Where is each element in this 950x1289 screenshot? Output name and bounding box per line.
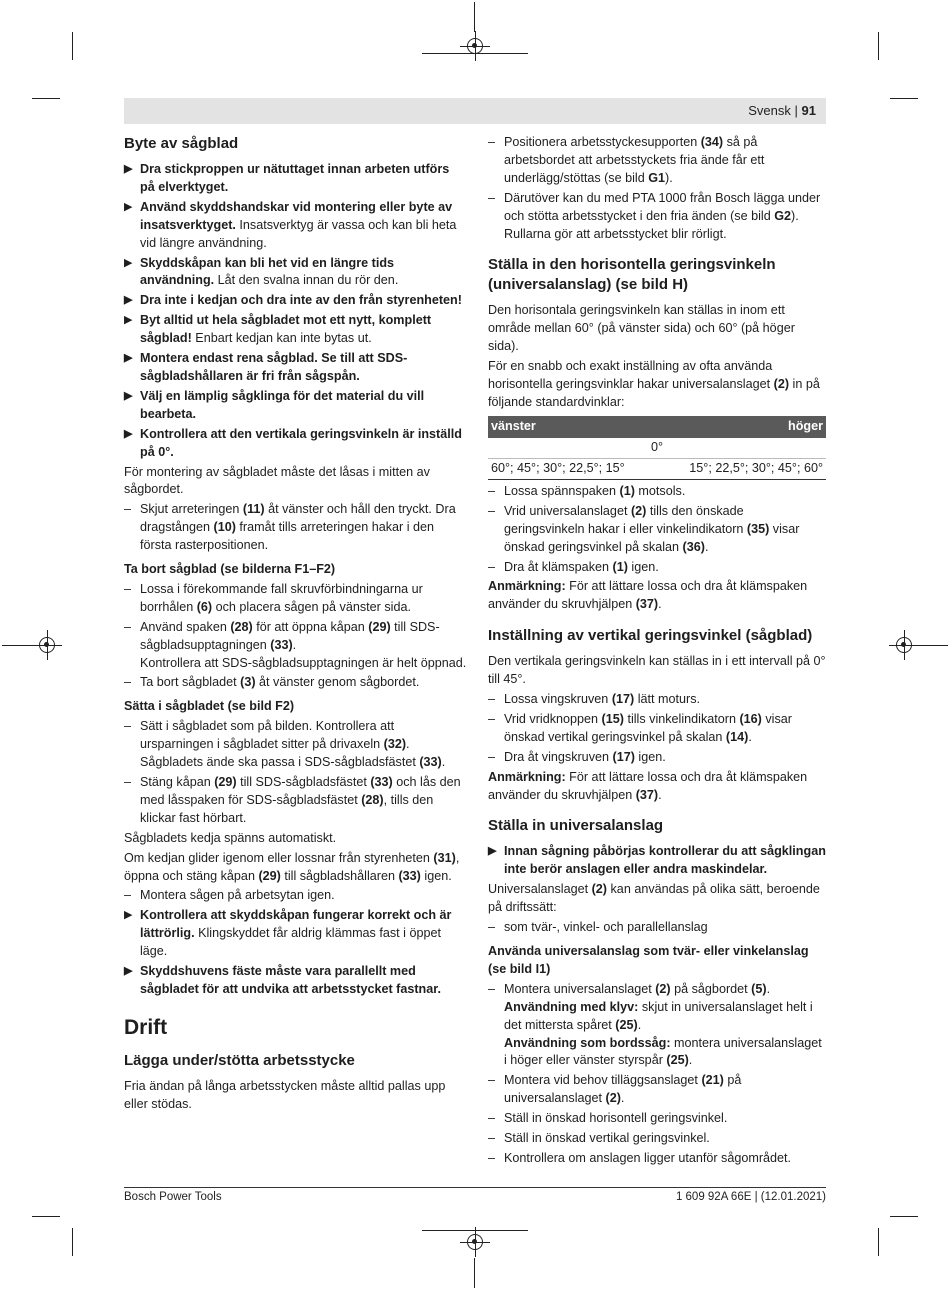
table-left-values: 60°; 45°; 30°; 22,5°; 15°: [488, 458, 657, 479]
step-item: – Lossa vingskruven (17) lätt moturs.: [488, 692, 701, 707]
step-item: – Ta bort sågbladet (3) åt vänster genom sågbordet.: [124, 675, 420, 690]
note: Anmärkning: För att lättare lossa och dra åt klämspaken använder du skruvhjälpen (37).: [488, 579, 808, 612]
paragraph: Sågbladets kedja spänns automatiskt.: [124, 830, 337, 845]
warning-item: ▶ Använd skyddshandskar vid montering eller byte av insatsverktyget. Insatsverktyg är vassa och kan bli heta vid längre användning.: [124, 199, 457, 250]
header-separator: |: [794, 103, 798, 118]
triangle-bullet-icon: ▶: [124, 314, 133, 327]
paragraph: Den horisontala geringsvinkeln kan ställas in inom ett område mellan 60° (på vänster sida) och 60° (på höger sida).: [488, 303, 795, 354]
paragraph: För en snabb och exakt inställning av ofta använda horisontella geringsvinklar hakar universalanslaget (2) in på följande standardvinklar:: [488, 359, 820, 409]
step-item: – Positionera arbetsstyckesupporten (34) så på arbetsbordet att arbetsstyckets fria ände får ett underlägg/stöttas (se bild G1).: [488, 135, 765, 185]
paragraph: Den vertikala geringsvinkeln kan ställas in i ett intervall på 0° till 45°.: [488, 654, 826, 687]
warning-item: ▶ Dra inte i kedjan och dra inte av den från styrenheten!: [124, 292, 467, 310]
warning-item: ▶ Kontrollera att skyddskåpan fungerar korrekt och är lättrörlig. Klingskyddet får aldrig klämmas fast i öppet läge.: [124, 908, 452, 959]
table-center-value: 0°: [488, 438, 826, 459]
warning-item: ▶ Dra stickproppen ur nätuttaget innan arbeten utförs på elverktyget.: [124, 162, 450, 194]
crop-mark: [2, 645, 32, 646]
registration-mark-icon: [896, 637, 912, 653]
right-column: [488, 134, 826, 1170]
note: Anmärkning: För att lättare lossa och dra åt klämspaken använder du skruvhjälpen (37).: [488, 769, 808, 802]
paragraph: Fria ändan på långa arbetsstycken måste alltid pallas upp eller stödas.: [124, 1078, 446, 1111]
triangle-bullet-icon: ▶: [124, 256, 133, 269]
registration-mark-icon: [39, 637, 55, 653]
page-header: [124, 98, 826, 124]
triangle-bullet-icon: ▶: [124, 294, 133, 307]
paragraph: Universalanslaget (2) kan användas på olika sätt, beroende på driftssätt:: [488, 882, 820, 915]
triangle-bullet-icon: ▶: [124, 200, 133, 213]
triangle-bullet-icon: ▶: [124, 163, 133, 175]
warning-item: ▶ Byt alltid ut hela sågbladet mot ett nytt, komplett sågblad! Enbart kedjan kan inte bytas ut.: [124, 313, 432, 346]
step-item: – Lossa spännspaken (1) motsols.: [488, 483, 686, 498]
chapter-heading: Drift: [124, 1015, 168, 1039]
page-number: 91: [801, 103, 816, 118]
footer-doc-id: 1 609 92A 66E | (12.01.2021): [675, 1191, 826, 1203]
step-item: – Använd spaken (28) för att öppna kåpan (29) till SDS-sågbladsupptagningen (33). Kontrollera att SDS-sågbladsupptagningen är helt öppnad.: [124, 619, 467, 670]
crop-mark: [72, 1228, 73, 1256]
section-heading: Byte av sågblad: [124, 135, 239, 152]
warning-item: ▶ Innan sågning påbörjas kontrollerar du att sågklingan inte berör anslagen eller andra maskindelar.: [488, 844, 826, 877]
subsection-heading: Ta bort sågblad (se bilderna F1–F2): [124, 562, 336, 577]
page-label: [748, 103, 816, 118]
crop-mark: [878, 1228, 879, 1256]
step-item: – Lossa i förekommande fall skruvförbindningarna ur borrhålen (6) och placera sågen på vänster sida.: [124, 581, 423, 614]
triangle-bullet-icon: ▶: [124, 427, 133, 440]
warning-item: ▶ Skyddskåpan kan bli het vid en längre tids användning. Låt den svalna innan du rör den.: [124, 255, 399, 288]
step-item: – Kontrollera om anslagen ligger utanför sågområdet.: [488, 1150, 792, 1165]
table-header-left: vänster: [488, 416, 657, 438]
left-column: [124, 134, 467, 1116]
crop-mark: [918, 645, 948, 646]
registration-mark-icon: [467, 1234, 483, 1250]
footer-brand: Bosch Power Tools: [124, 1191, 222, 1203]
crop-mark: [32, 1216, 60, 1217]
step-item: – Sätt i sågbladet som på bilden. Kontrollera att ursparningen i sågbladet sitter på drivaxeln (32). Sågbladets ände ska passa i SDS-sågbladsfästet (33).: [124, 719, 446, 770]
step-item: – Vrid vridknoppen (15) tills vinkelindikatorn (16) visar önskad vertikal geringsvinkel på skalan (14).: [488, 711, 792, 744]
step-item: – Skjut arreteringen (11) åt vänster och håll den tryckt. Dra dragstången (10) framåt tills arreteringen hakar i den första rasterpositionen.: [124, 502, 456, 553]
step-item: – Dra åt klämspaken (1) igen.: [488, 559, 659, 574]
step-item: – Montera universalanslaget (2) på sågbordet (5). Användning med klyv: skjut in universalanslaget helt i det mittersta spåret (25). Användning som bordssåg: montera universalanslaget i höger eller vänster styrspår (25).: [488, 981, 822, 1068]
crop-mark: [890, 98, 918, 99]
step-item: – Vrid universalanslaget (2) tills den önskade geringsvinkeln hakar i eller vinkelindikatorn (35) visar önskad geringsvinkel på skalan (36).: [488, 503, 800, 554]
step-item: – Stäng kåpan (29) till SDS-sågbladsfästet (33) och lås den med låsspaken för SDS-sågbladsfästet (28), tills den klickar fast hörbart.: [124, 775, 461, 825]
registration-mark-icon: [467, 38, 483, 54]
triangle-bullet-icon: ▶: [124, 965, 133, 978]
warning-item: ▶ Montera endast rena sågblad. Se till att SDS-sågbladshållaren är fri från sågspån.: [124, 351, 408, 383]
step-item: – Montera sågen på arbetsytan igen.: [124, 888, 335, 903]
table-header-right: höger: [657, 416, 826, 438]
crop-mark: [474, 2, 475, 32]
crop-mark: [878, 32, 879, 60]
section-heading: Ställa in den horisontella geringsvinkeln (universalanslag) (se bild H): [488, 256, 776, 294]
section-heading: Ställa in universalanslag: [488, 817, 664, 835]
triangle-bullet-icon: ▶: [124, 389, 133, 402]
step-item: – Montera vid behov tilläggsanslaget (21) på universalanslaget (2).: [488, 1073, 742, 1106]
warning-item: ▶ Kontrollera att den vertikala geringsvinkeln är inställd på 0°.: [124, 426, 462, 459]
subsection-heading: Sätta i sågbladet (se bild F2): [124, 699, 295, 714]
footer-divider: [124, 1187, 826, 1188]
crop-mark: [32, 98, 60, 99]
paragraph: Om kedjan glider igenom eller lossnar från styrenheten (31), öppna och stäng kåpan (29) till sågbladshållaren (33) igen.: [124, 850, 460, 883]
triangle-bullet-icon: ▶: [124, 352, 133, 365]
triangle-bullet-icon: ▶: [124, 909, 133, 922]
crop-mark: [72, 32, 73, 60]
step-item: – Ställ in önskad horisontell geringsvinkel.: [488, 1111, 728, 1126]
warning-item: ▶ Skyddshuvens fäste måste vara parallellt med sågbladet för att undvika att arbetsstycket fastnar.: [124, 964, 441, 996]
warning-item: ▶ Välj en lämplig sågklinga för det material du vill bearbeta.: [124, 388, 425, 421]
subsection-heading: Använda universalanslag som tvär- eller vinkelanslag (se bild I1): [488, 944, 809, 976]
crop-mark: [474, 1258, 475, 1288]
paragraph: För montering av sågbladet måste det låsas i mitten av sågbordet.: [124, 464, 430, 497]
step-item: – Därutöver kan du med PTA 1000 från Bosch lägga under och stötta arbetsstycket i den fria änden (se bild G2). Rullarna gör att arbetsstycket blir rörligt.: [488, 190, 821, 241]
section-heading: Inställning av vertikal geringsvinkel (sågblad): [488, 627, 813, 645]
table-right-values: 15°; 22,5°; 30°; 45°; 60°: [657, 458, 826, 479]
triangle-bullet-icon: ▶: [488, 845, 497, 858]
crop-mark: [890, 1216, 918, 1217]
step-item: – som tvär-, vinkel- och parallellanslag: [488, 920, 708, 935]
step-item: – Dra åt vingskruven (17) igen.: [488, 749, 666, 764]
header-language: Svensk: [748, 103, 791, 118]
section-heading: Lägga under/stötta arbetsstycke: [124, 1051, 355, 1069]
step-item: – Ställ in önskad vertikal geringsvinkel.: [488, 1131, 710, 1146]
standard-angles-table: [488, 416, 826, 480]
